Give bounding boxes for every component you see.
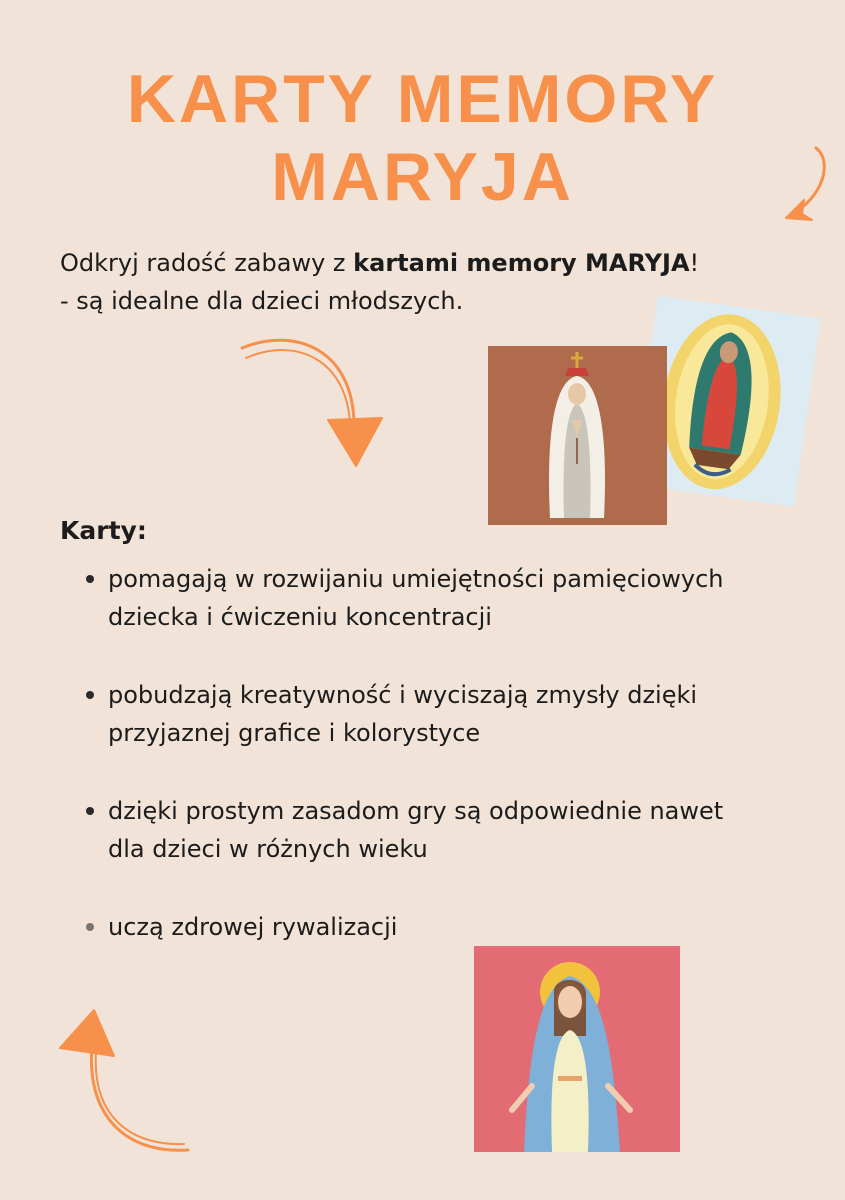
page-title: KARTY MEMORY MARYJA <box>126 61 719 215</box>
curved-arrow-icon <box>778 140 838 230</box>
intro-line2: - są idealne dla dzieci młodszych. <box>60 287 464 315</box>
curved-arrow-icon <box>236 330 396 480</box>
list-item: uczą zdrowej rywalizacji <box>62 908 762 946</box>
list-item: pobudzają kreatywność i wyciszają zmysły dzięki przyjaznej grafice i kolorystyce <box>62 676 762 752</box>
features-list <box>62 560 762 986</box>
intro-prefix: Odkryj radość zabawy z <box>60 249 354 277</box>
intro-suffix: ! <box>689 249 700 277</box>
intro-bold: kartami memory MARYJA <box>353 249 690 277</box>
curved-arrow-icon <box>56 1006 196 1162</box>
cards-heading: Karty: <box>60 516 147 545</box>
list-item: dzięki prostym zasadom gry są odpowiednie nawet dla dzieci w różnych wieku <box>62 792 762 868</box>
fatima-card-image <box>488 346 667 525</box>
immaculate-mary-card-image <box>474 946 680 1152</box>
list-item: pomagają w rozwijaniu umiejętności pamięciowych dziecka i ćwiczeniu koncentracji <box>62 560 762 636</box>
